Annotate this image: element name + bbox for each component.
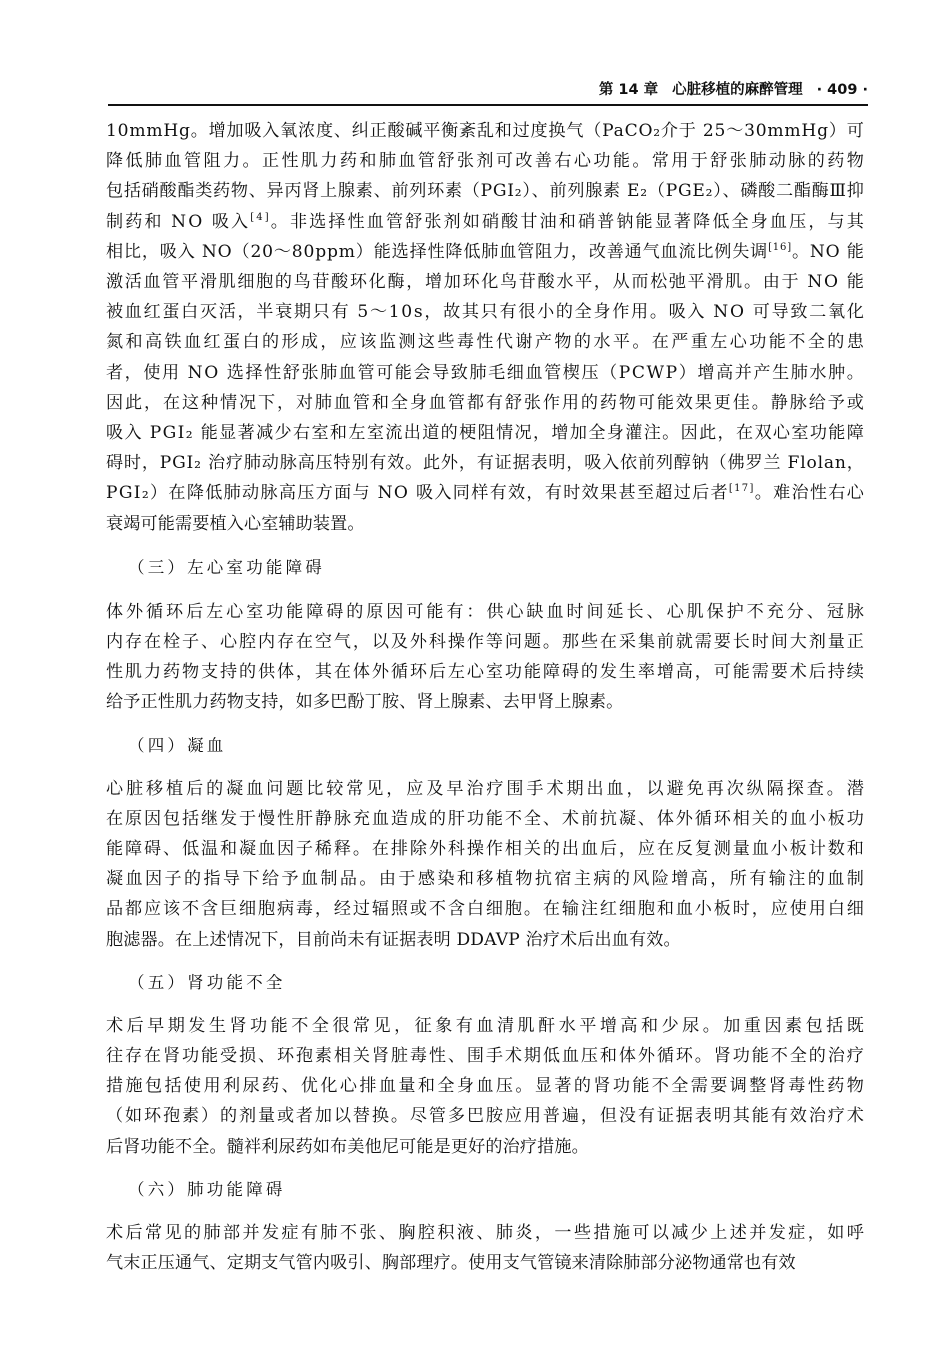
text-line: 衰竭可能需要植入心室辅助装置。 — [106, 513, 365, 534]
text-line: 降低肺血管阻力。正性肌力药和肺血管舒张剂可改善右心功能。常用于舒张肺动脉的药物 — [106, 151, 867, 172]
text-line: 往存在肾功能受损、环孢素相关肾脏毒性、围手术期低血压和体外循环。肾功能不全的治疗 — [106, 1046, 866, 1067]
text-line: 体外循环后左心室功能障碍的原因可能有：供心缺血时间延长、心肌保护不充分、冠脉 — [106, 601, 867, 622]
page-number: · 409 · — [816, 82, 868, 98]
text-line: 碍时，PGI₂ 治疗肺动脉高压特别有效。此外，有证据表明，吸入依前列醇钠（佛罗兰 Flolan， — [106, 453, 865, 474]
paragraph — [106, 116, 867, 539]
text-line: 10mmHg。增加吸入氧浓度、纠正酸碱平衡紊乱和过度换气（PaCO₂介于 25～30mmHg）可 — [106, 121, 865, 141]
text-line: 凝血因子的指导下给予血制品。由于感染和移植物抗宿主病的风险增高，所有输注的血制 — [106, 869, 867, 890]
section-heading: （三）左心室功能障碍 — [128, 557, 325, 577]
text-line: 者，使用 NO 选择性舒张肺血管可能会导致肺毛细血管楔压（PCWP）增高并产生肺水肿。 — [106, 362, 866, 383]
chapter-number: 第 14 章 — [598, 82, 659, 98]
text-line: 心脏移植后的凝血问题比较常见，应及早治疗围手术期出血，以避免再次纵隔探查。潜 — [106, 778, 867, 799]
text-line: 术后常见的肺部并发症有肺不张、胸腔积液、肺炎，一些措施可以减少上述并发症，如呼 — [106, 1222, 867, 1243]
text-line: 性肌力药物支持的供体，其在体外循环后左心室功能障碍的发生率增高，可能需要术后持续 — [106, 662, 866, 683]
text-line: 激活血管平滑肌细胞的鸟苷酸环化酶，增加环化鸟苷酸水平，从而松弛平滑肌。由于 NO 能 — [106, 272, 866, 293]
text-line: 措施包括使用利尿药、优化心排血量和全身血压。显著的肾功能不全需要调整肾毒性药物 — [106, 1076, 867, 1097]
text-line: 术后早期发生肾功能不全很常见，征象有血清肌酐水平增高和少尿。加重因素包括既 — [106, 1015, 868, 1036]
text-line: 气末正压通气、定期支气管内吸引、胸部理疗。使用支气管镜来清除肺部分泌物通常也有效 — [106, 1253, 796, 1274]
section-heading: （五）肾功能不全 — [128, 972, 286, 992]
page-body — [106, 116, 868, 1278]
citation-ref: [4] — [250, 211, 271, 223]
paragraph — [106, 597, 867, 718]
text-line: 内存在栓子、心腔内存在空气，以及外科操作等问题。那些在采集前就需要长时间大剂量正 — [106, 632, 866, 653]
text-line: 能障碍、低温和凝血因子稀释。在排除外科操作相关的出血后，应在反复测量血小板计数和 — [106, 839, 866, 860]
text-line: PGI₂）在降低肺动脉高压方面与 NO 吸入同样有效，有时效果甚至超过后者[17]。难治性右心 — [106, 483, 866, 504]
chapter-title: 心脏移植的麻醉管理 — [672, 82, 803, 98]
text-line: 制药和 NO 吸入[4]。非选择性血管舒张剂如硝酸甘油和硝普钠能显著降低全身血压，与其 — [106, 211, 866, 232]
paragraph — [106, 1218, 867, 1278]
paragraph — [106, 1011, 868, 1162]
text-line: 氮和高铁血红蛋白的形成，应该监测这些毒性代谢产物的水平。在严重左心功能不全的患 — [106, 332, 867, 353]
citation-ref: [17] — [728, 483, 755, 495]
text-line: 吸入 PGI₂ 能显著减少右室和左室流出道的梗阻情况，增加全身灌注。因此，在双心室功能障 — [106, 423, 866, 444]
running-header — [108, 78, 868, 106]
citation-ref: [16] — [768, 241, 792, 253]
paragraph — [106, 774, 867, 955]
text-line: （如环孢素）的剂量或者加以替换。尽管多巴胺应用普遍，但没有证据表明其能有效治疗术 — [106, 1106, 866, 1127]
section-heading: （四）凝血 — [128, 735, 227, 755]
text-line: 在原因包括继发于慢性肝静脉充血造成的肝功能不全、术前抗凝、体外循环相关的血小板功 — [106, 808, 866, 829]
text-line: 被血红蛋白灭活，半衰期只有 5～10s，故其只有很小的全身作用。吸入 NO 可导致二氧化 — [106, 302, 866, 323]
text-line: 给予正性肌力药物支持，如多巴酚丁胺、肾上腺素、去甲肾上腺素。 — [106, 692, 624, 713]
section-heading: （六）肺功能障碍 — [128, 1179, 286, 1199]
text-line: 胞滤器。在上述情况下，目前尚未有证据表明 DDAVP 治疗术后出血有效。 — [106, 929, 681, 950]
text-line: 因此，在这种情况下，对肺血管和全身血管都有舒张作用的药物可能效果更佳。静脉给予或 — [106, 392, 866, 413]
text-line: 品都应该不含巨细胞病毒，经过辐照或不含白细胞。在输注红细胞和血小板时，应使用白细 — [106, 899, 866, 920]
text-line: 相比，吸入 NO（20～80ppm）能选择性降低肺血管阻力，改善通气血流比例失调[16]。NO 能 — [106, 241, 865, 262]
text-line: 包括硝酸酯类药物、异丙肾上腺素、前列环素（PGI₂）、前列腺素 E₂（PGE₂）、磷酸二酯酶Ⅲ抑 — [106, 181, 865, 202]
text-line: 后肾功能不全。髓袢利尿药如布美他尼可能是更好的治疗措施。 — [106, 1136, 589, 1157]
